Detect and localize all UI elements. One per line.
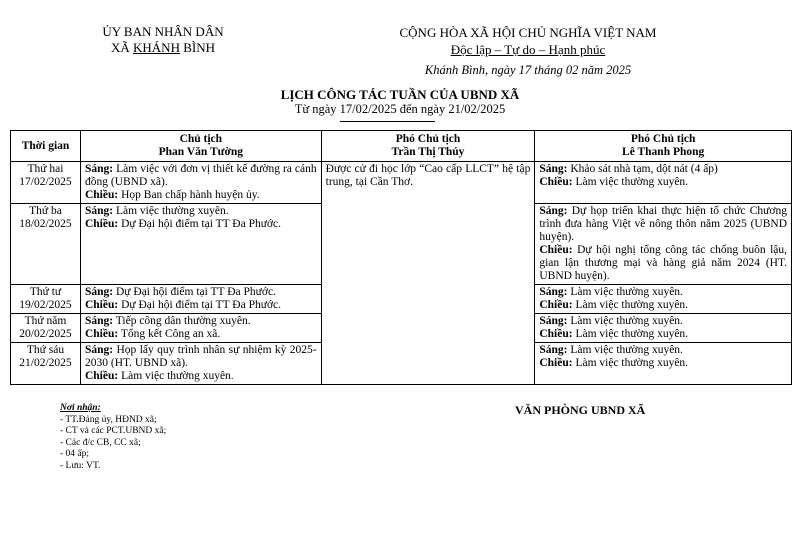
day-cell: Thứ hai 17/02/2025 bbox=[11, 162, 81, 204]
org-header bbox=[58, 24, 268, 56]
chairman-cell: Sáng: Làm việc thường xuyên. Chiều: Dự Đại hội điểm tại TT Đa Phước. bbox=[80, 204, 321, 285]
vice-chair-2-cell: Sáng: Dự họp triển khai thực hiện tổ chức Chương trình đưa hàng Việt về nông thôn năm 2025 (UBND huyện). Chiều: Dự hội nghị tổng công tác chống buôn lậu, gian lận thương mại và hàng giả năm 2024 (HT. UBND huyện). bbox=[535, 204, 792, 285]
list-item: - CT và các PCT.UBND xã; bbox=[60, 426, 167, 436]
nation-title: CỘNG HÒA XÃ HỘI CHỦ NGHĨA VIỆT NAM bbox=[399, 25, 657, 40]
table-row bbox=[11, 162, 792, 204]
vice-chair-2-cell: Sáng: Làm việc thường xuyên. Chiều: Làm việc thường xuyên. bbox=[535, 343, 792, 385]
header-vice-chair-1: Phó Chủ tịch Trần Thị Thúy bbox=[321, 131, 535, 162]
day-cell: Thứ ba 18/02/2025 bbox=[11, 204, 81, 285]
day-cell: Thứ năm 20/02/2025 bbox=[11, 314, 81, 343]
schedule-table bbox=[10, 130, 792, 385]
document-title: LỊCH CÔNG TÁC TUẦN CỦA UBND XÃ bbox=[280, 87, 520, 102]
list-item: - Các đ/c CB, CC xã; bbox=[60, 437, 141, 448]
chairman-cell: Sáng: Họp lấy quy trình nhân sự nhiệm kỳ 2025-2030 (HT. UBND xã). Chiều: Làm việc thường xuyên. bbox=[80, 343, 321, 385]
recipients bbox=[60, 403, 166, 472]
recipients-title: Nơi nhận: bbox=[60, 403, 101, 413]
chairman-cell: Sáng: Làm việc với đơn vị thiết kế đường ra cánh đồng (UBND xã). Chiều: Họp Ban chấp hành huyện ủy. bbox=[80, 162, 321, 204]
day-cell: Thứ tư 19/02/2025 bbox=[11, 285, 81, 314]
document-subtitle: Từ ngày 17/02/2025 đến ngày 21/02/2025 bbox=[294, 102, 506, 116]
issue-date: Khánh Bình, ngày 17 tháng 02 năm 2025 bbox=[424, 63, 632, 77]
vice-chair-2-cell: Sáng: Làm việc thường xuyên. Chiều: Làm việc thường xuyên. bbox=[535, 314, 792, 343]
vice-chair-2-cell: Sáng: Làm việc thường xuyên. Chiều: Làm việc thường xuyên. bbox=[535, 285, 792, 314]
chairman-cell: Sáng: Tiếp công dân thường xuyên. Chiều: Tổng kết Công an xã. bbox=[80, 314, 321, 343]
motto: Độc lập – Tự do – Hạnh phúc bbox=[450, 42, 606, 57]
vice-chair-1-week-cell: Được cử đi học lớp “Cao cấp LLCT” hệ tập trung, tại Cần Thơ. bbox=[321, 162, 535, 385]
org-line-1: ỦY BAN NHÂN DÂN bbox=[102, 24, 224, 39]
vice-chair-2-cell: Sáng: Khảo sát nhà tạm, dột nát (4 ấp) Chiều: Làm việc thường xuyên. bbox=[535, 162, 792, 204]
header-chairman: Chủ tịch Phan Văn Tường bbox=[80, 131, 321, 162]
day-cell: Thứ sáu 21/02/2025 bbox=[11, 343, 81, 385]
list-item: - Lưu: VT. bbox=[60, 460, 101, 471]
chairman-cell: Sáng: Dự Đại hội điểm tại TT Đa Phước. Chiều: Dự Đại hội điểm tại TT Đa Phước. bbox=[80, 285, 321, 314]
list-item: - TT.Đảng ủy, HĐND xã; bbox=[60, 414, 157, 425]
org-line-2: XÃ KHÁNH BÌNH bbox=[110, 40, 215, 55]
time-header: Thời gian bbox=[11, 131, 81, 162]
nation-header bbox=[378, 24, 678, 58]
title-divider bbox=[340, 121, 435, 122]
issuing-office: VĂN PHÒNG UBND XÃ bbox=[515, 403, 646, 417]
header-vice-chair-2: Phó Chủ tịch Lê Thanh Phong bbox=[535, 131, 792, 162]
list-item: - 04 ấp; bbox=[60, 449, 90, 459]
table-header-row bbox=[11, 131, 792, 162]
